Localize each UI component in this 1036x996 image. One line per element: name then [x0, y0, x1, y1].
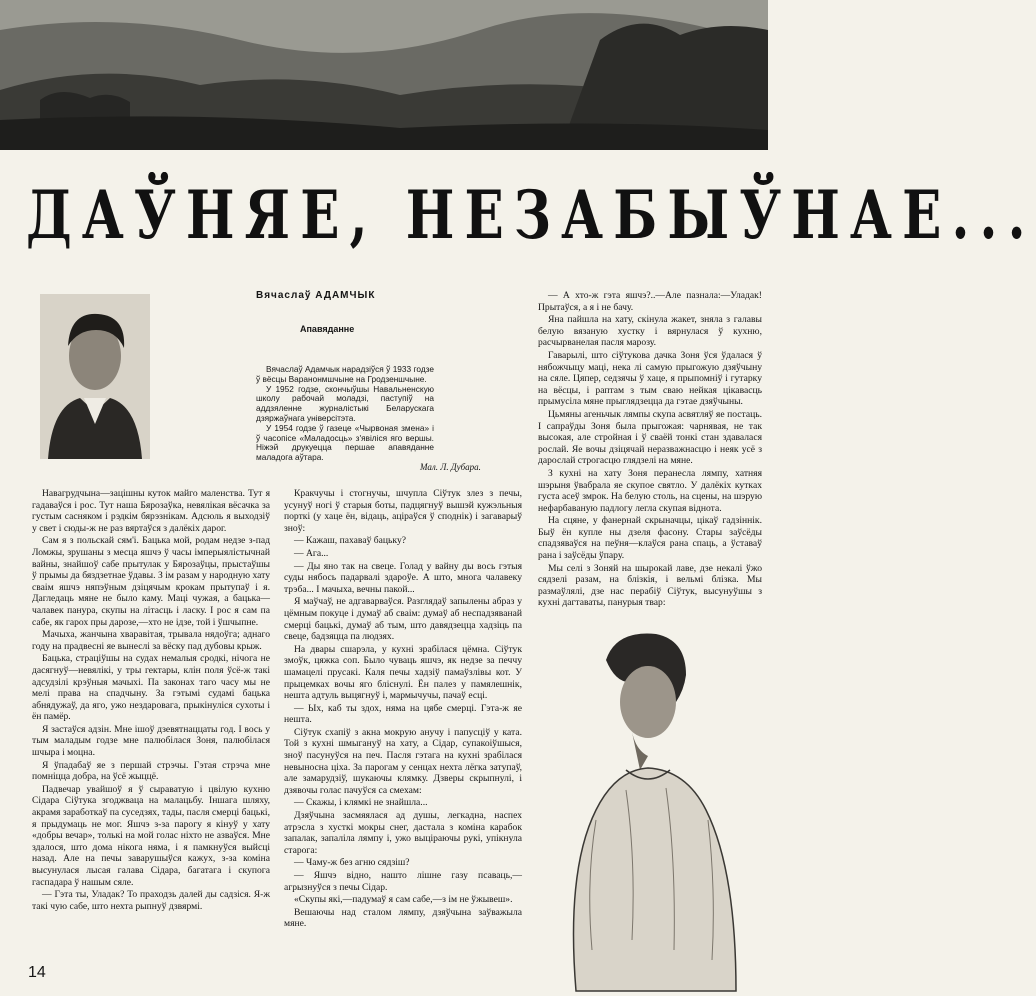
paragraph: Гаварылі, што сіўтукова дачка Зоня ўся ўдалася ў нябожчыцу маці, нека лі самую прыгожую дзяўчыну на сяле. Цяпер, седзячы ў хаце, я прыпомніў і гутарку на вёсцы, і раптам з тым сваю нейкая цікавасць прымусіла мяне прыглядзецца да гэтае дзяўчыны. — [538, 349, 762, 408]
paragraph: — Яшчэ відно, нашто лішне газу псаваць,— агрызнуўся з печы Сідар. — [284, 870, 522, 893]
paragraph: — Гэта ты, Уладак? То праходзь далей ды садзіся. Я-ж такі чую сабе, што нехта рыпнуў дзвярмі. — [32, 889, 270, 912]
paragraph: — Ых, каб ты здох, няма на цябе смерці. Гэта-ж яе нешта. — [284, 702, 522, 726]
bio-paragraph: У 1954 годзе ў газеце «Чырвоная змена» і ў часопісе «Маладосць» з'явіліся яго вершы. Ніжэй друкуецца першае апавяданне маладога аўтара. — [256, 422, 434, 463]
portrait-drawing — [40, 294, 150, 459]
paragraph: «Скупы які,—падумаў я сам сабе,—з ім не ўжывеш». — [294, 894, 513, 906]
paragraph: — Скажы, і клямкі не знайшла... — [294, 797, 428, 809]
text-column-3 — [538, 290, 762, 620]
paragraph: Дзяўчына засмяялася ад душы, легкадна, наспех атрэсла з хусткі мокры снег, дастала з коміна карабок запалак, запаліла лямпу і, ужо выціраючы рукі, упікнула старога: — [284, 810, 522, 856]
paragraph: Мы селі з Зоняй на шырокай лаве, дзе некалі ўжо сядзелі разам, на блізкія, і вельмі блізка. Мы размаўлялі, дзе нас перабіў Сіўтук, высунуўшы з кухні дагтаваты, панурыя твар: — [538, 562, 762, 609]
text-column-1 — [32, 488, 270, 964]
paragraph: Сіўтук схапіў з акна мокрую анучу і папусціў у ката. Той з кухні шмыгануў на хату, а Сідар, супакоіўшыся, зноў пасунуўся на печ. Пасля гэтага на кухні зрабілася невыносна ціха. За парогам у сенцах нехта лёгка затупаў, але замарудзіў, шукаючы клямку. Дзверы скрыпнулі, і дзявочы голас пачуўся са смехам: — [284, 726, 522, 796]
page-number: 14 — [28, 964, 46, 981]
paragraph: Падвечар увайшоў я ў сыраватую і цвілую кухню Сідара Сіўтука згоджваца на малацьбу. Іншага шляху, акрамя заработкаў па суседзях, тады, пасля смерці бацькі, я прыдумаць не мог. Яшчэ з-за парогу я кінуў у хату «добры вечар», толькі на мой голас ніхто не азваўся. Мне здалося, што дома нікога няма, і я памкнуўся выйсці назад. Але на печы заварушыўся кажух, з-за коміна высунулася лысая галава Сідара, багатага і скупога гаспадара ў нашым сяле. — [32, 783, 270, 888]
girl-illustration — [536, 620, 768, 991]
paragraph: На двары сшарэла, у кухні зрабілася цёмна. Сіўтук змоўк, цяжка соп. Было чуваць яшчэ, як недзе за печчу шамацелі прусакі. Каля печы хадзіў памаўзлівы кот. У прыцемках вочы яго бліснулі. Ён палез у памялешнік, нешта адтуль выцягнуў і, мармычучы, пачаў есці. — [284, 643, 522, 702]
bio-paragraph: Вячаслаў Адамчык нарадзіўся ў 1933 годзе ў вёсцы Варанонмшчыне на Гродзеншчыне. — [256, 364, 434, 384]
paragraph: — Чаму-ж без агню сядзіш? — [294, 857, 410, 869]
paragraph: З кухні на хату Зоня перанесла лямпу, хатняя шэрыня ўвабрала яе скупое святло. У далёкіх кутках густа асеў змрок. На белую столь, на сцены, на шэрую нефарбаваную падлогу легла скупая віднота. — [538, 467, 762, 514]
paragraph: Цьмяны агеньчык лямпы скупа асвятляў яе постаць. І сапраўды Зоня была прыгожая: чарнявая, не так высокая, але стройная і ў сваёй тонкі стан здавалася рослай. Яе вочы дзіцячай неразважнасцю і неяк усё з дарослай строгасцю глядзелі на мяне. — [538, 408, 762, 467]
paragraph: — А хто-ж гэта яшчэ?..—Але пазнала:—Уладак! Прытаўся, а я і не бачу. — [538, 290, 762, 313]
paragraph: Навагрудчына—зацішны куток майго маленства. Тут я гадаваўся і рос. Тут наша Бярозаўка, невялікая вёсачка за густым сасняком і рэдкім бярэзнікам. Адсюль я выходзіў у свет і сюды-ж не раз вяртаўся з далёкіх дарог. — [32, 488, 270, 534]
paragraph: Я застаўся адзін. Мне ішоў дзевятнаццаты год. І вось у тым маладым годзе мне палюбілася Зоня, палюбілася шчыра і моцна. — [32, 723, 270, 759]
bio-paragraph: У 1952 годзе, скончыўшы Навальненскую школу рабочай моладзі, паступіў на аддзяленне журналістыкі Беларускага дзяржаўнага універсітэта. — [256, 383, 434, 423]
landscape-illustration — [0, 0, 768, 150]
paragraph: Яна пайшла на хату, скінула жакет, зняла з галавы белую вязаную хустку і вярнулася ў кухню, расчырванелая пасля марозу. — [538, 314, 762, 349]
paragraph: — Ага... — [294, 547, 329, 559]
text-column-2 — [284, 488, 522, 964]
paragraph: Вешаючы над сталом лямпу, дзяўчына заўважыла мяне. — [284, 906, 522, 930]
illustration-credit: Мал. Л. Дубара. — [420, 462, 481, 472]
paragraph: Сам я з польскай сям'і. Бацька мой, родам недзе з-пад Ломжы, зрушаны з месца яшчэ ў часы імперыялістычнай вайны, знайшоў сабе прытулак у Бярозаўцы, прыстаўшы ў прымы да бяздзетнае ўдавы. З ім разам у народную хату сваім яшчэ няпэўным дзіцячым крокам прытупаў і я. Дагледаць мяне не было каму. Маці чужая, а бацька—чалавек панура, скупы на літасць і ласку. І рос я сам па сабе, як гарох пры дарозе,—хто не ідзе, той і ўшчыпне. — [32, 535, 270, 628]
paragraph: Я маўчаў, не адгаварваўся. Разглядаў запылены абраз у цёмным покуце і думаў аб сваім: думаў аб неспадзяванай смерці бацькі, думаў аб тым, што давядзецца хадзіць па свеце, бадзяцца па людзях. — [284, 596, 522, 643]
paragraph: На сцяне, у фанернай скрыначцы, цікаў гадзіннік. Быў ён купле ны дзеля фасону. Стары заўсёды спадзяваўся на пеўня—клаўся рана спаць, а ўставаў рана і заўсёды ўпару. — [538, 515, 762, 562]
story-title: ДАЎНЯЕ, НЕЗАБЫЎНАЕ... — [26, 176, 1036, 254]
author-portrait — [40, 294, 150, 459]
genre-label: Апавяданне — [300, 324, 355, 334]
girl-drawing — [536, 620, 768, 991]
paragraph: Кракчучы і стогнучы, шчупла Сіўтук злез з печы, усунуў ногі ў старыя боты, падцягнуў вышэй кужэльныя порткі (у хаце ён, відаць, аціраўся ў споднік) і загаварыў зноў: — [284, 488, 522, 534]
paragraph: — Кажаш, пахаваў бацьку? — [294, 535, 407, 547]
paragraph: Я ўпадабаў яе з першай стрэчы. Гэтая стрэча мне помніцца добра, на ўсё жыццё. — [32, 759, 270, 783]
author-bio — [256, 365, 434, 463]
paragraph: — Ды яно так на свеце. Голад у вайну ды вось гэтыя суды нябось падарвалі здароўе. А што, многа чалавеку трэба... І мачыха, вечны пакой... — [284, 560, 522, 595]
paragraph: Мачыха, жанчына хваравітая, трывала нядоўга; аднаго году на прадвесні яе вынеслі за вёску пад дубовы крыж. — [32, 629, 270, 652]
paragraph: Бацька, страціўшы на судах немалыя сродкі, нічога не дасягнуў—невялікі, у тры гектары, клін поля ўсё-ж такі адсудзілі крэўныя мачыхі. Па законах таго часу мы не мелі права на спадчыну. За гэтымі судамі бацька абнядужаў, да яго, ужо нездаровага, прыкінуліся сухоты і ён памёр. — [32, 653, 270, 723]
author-name: Вячаслаў АДАМЧЫК — [256, 290, 376, 301]
landscape-drawing — [0, 0, 768, 150]
